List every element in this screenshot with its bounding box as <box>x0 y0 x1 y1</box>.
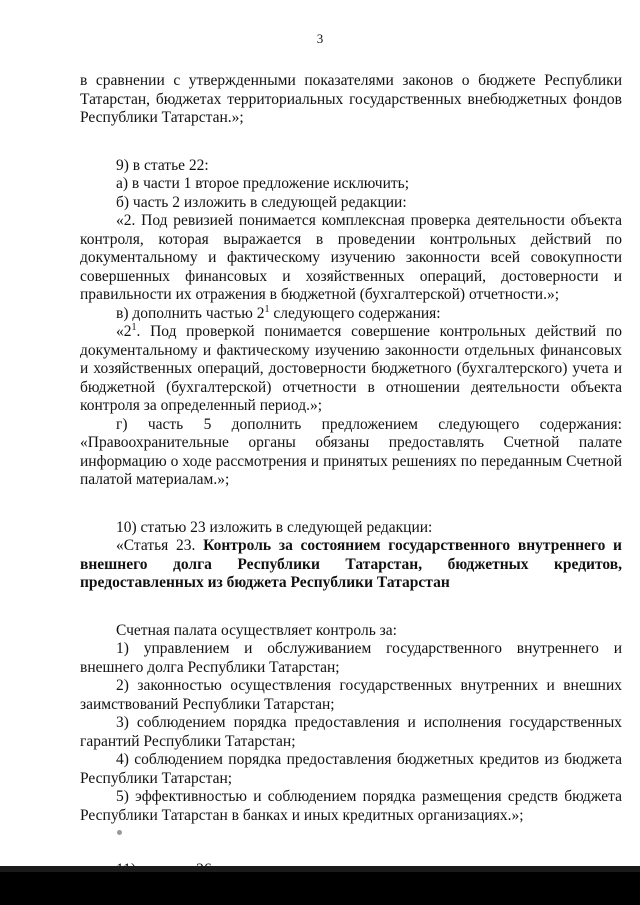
article-23-intro: Счетная палата осуществляет контроль за: <box>116 621 397 639</box>
article-23-item-3: 3) соблюдением порядка предоставления и исполнения государственных гарантий Республики Татарстан; <box>80 714 622 750</box>
article-23-label: «Статья 23. <box>116 537 204 554</box>
quoted-part-2-1 <box>80 323 622 416</box>
subitem-v-text-2: следующего содержания: <box>269 304 441 322</box>
article-23-heading: Контроль за состоянием государственного внутреннего и внешнего долга Республики Татарстан, бюджетных кредитов, предоставленных из бюджета Республики Татарстан <box>80 537 622 591</box>
subitem-v <box>80 305 622 324</box>
article-23-item-1: 1) управлением и обслуживанием государственного внутреннего и внешнего долга Республики Татарстан; <box>80 640 622 676</box>
paragraph-continuation: в сравнении с утвержденными показателями законов о бюджете Республики Татарстан, бюджетах территориальных государственных внебюджетных фондов Республики Татарстан.»; <box>80 72 622 126</box>
subitem-v-text-1: в) дополнить частью 2 <box>116 304 265 322</box>
article-23-title <box>80 537 622 593</box>
page-number: 3 <box>316 31 324 46</box>
document-body <box>80 72 622 880</box>
quoted-part-2-1-superscript: 1 <box>131 321 137 333</box>
subitem-g: г) часть 5 дополнить предложением следующего содержания: «Правоохранительные органы обязаны предоставлять Счетной палате информацию о ходе рассмотрения и принятых решениях по переданным Счетной палатой материалам.»; <box>80 415 622 488</box>
subitem-b: б) часть 2 изложить в следующей редакции: <box>116 193 407 211</box>
item-9-heading: 9) в статье 22: <box>116 156 209 174</box>
quoted-part-2: «2. Под ревизией понимается комплексная проверка деятельности объекта контроля, которая выражается в проведении контрольных действий по документальному и фактическому изучению законности всей совокупности совершенных финансовых и хозяйственных операций, достоверности и правильности их отражения в бюджетной (бухгалтерской) отчетности.»; <box>80 212 622 303</box>
article-23-item-2: 2) законностью осуществления государственных внутренних и внешних заимствований Республики Татарстан; <box>80 677 622 713</box>
scan-border <box>0 872 640 905</box>
subitem-v-superscript: 1 <box>264 303 270 315</box>
scan-speck <box>117 830 122 835</box>
quoted-part-2-1-text: . Под проверкой понимается совершение контрольных действий по документальному и фактическому изучению законности отдельных финансовых и хозяйственных операций, достоверности бюджетного (бухгалтерского) учета и бюджетной (бухгалтерской) отчетности в отношении деятельности объекта контроля за определенный период.»; <box>80 323 622 414</box>
article-23-item-4: 4) соблюдением порядка предоставления бюджетных кредитов из бюджета Республики Татарстан; <box>80 751 622 787</box>
item-10-heading: 10) статью 23 изложить в следующей редакции: <box>116 518 433 536</box>
quoted-part-2-1-start: «2 <box>116 323 132 340</box>
article-23-item-5: 5) эффективностью и соблюдением порядка размещения средств бюджета Республики Татарстан в банках и иных кредитных организациях.»; <box>80 788 622 824</box>
subitem-a: а) в части 1 второе предложение исключить; <box>116 175 410 192</box>
